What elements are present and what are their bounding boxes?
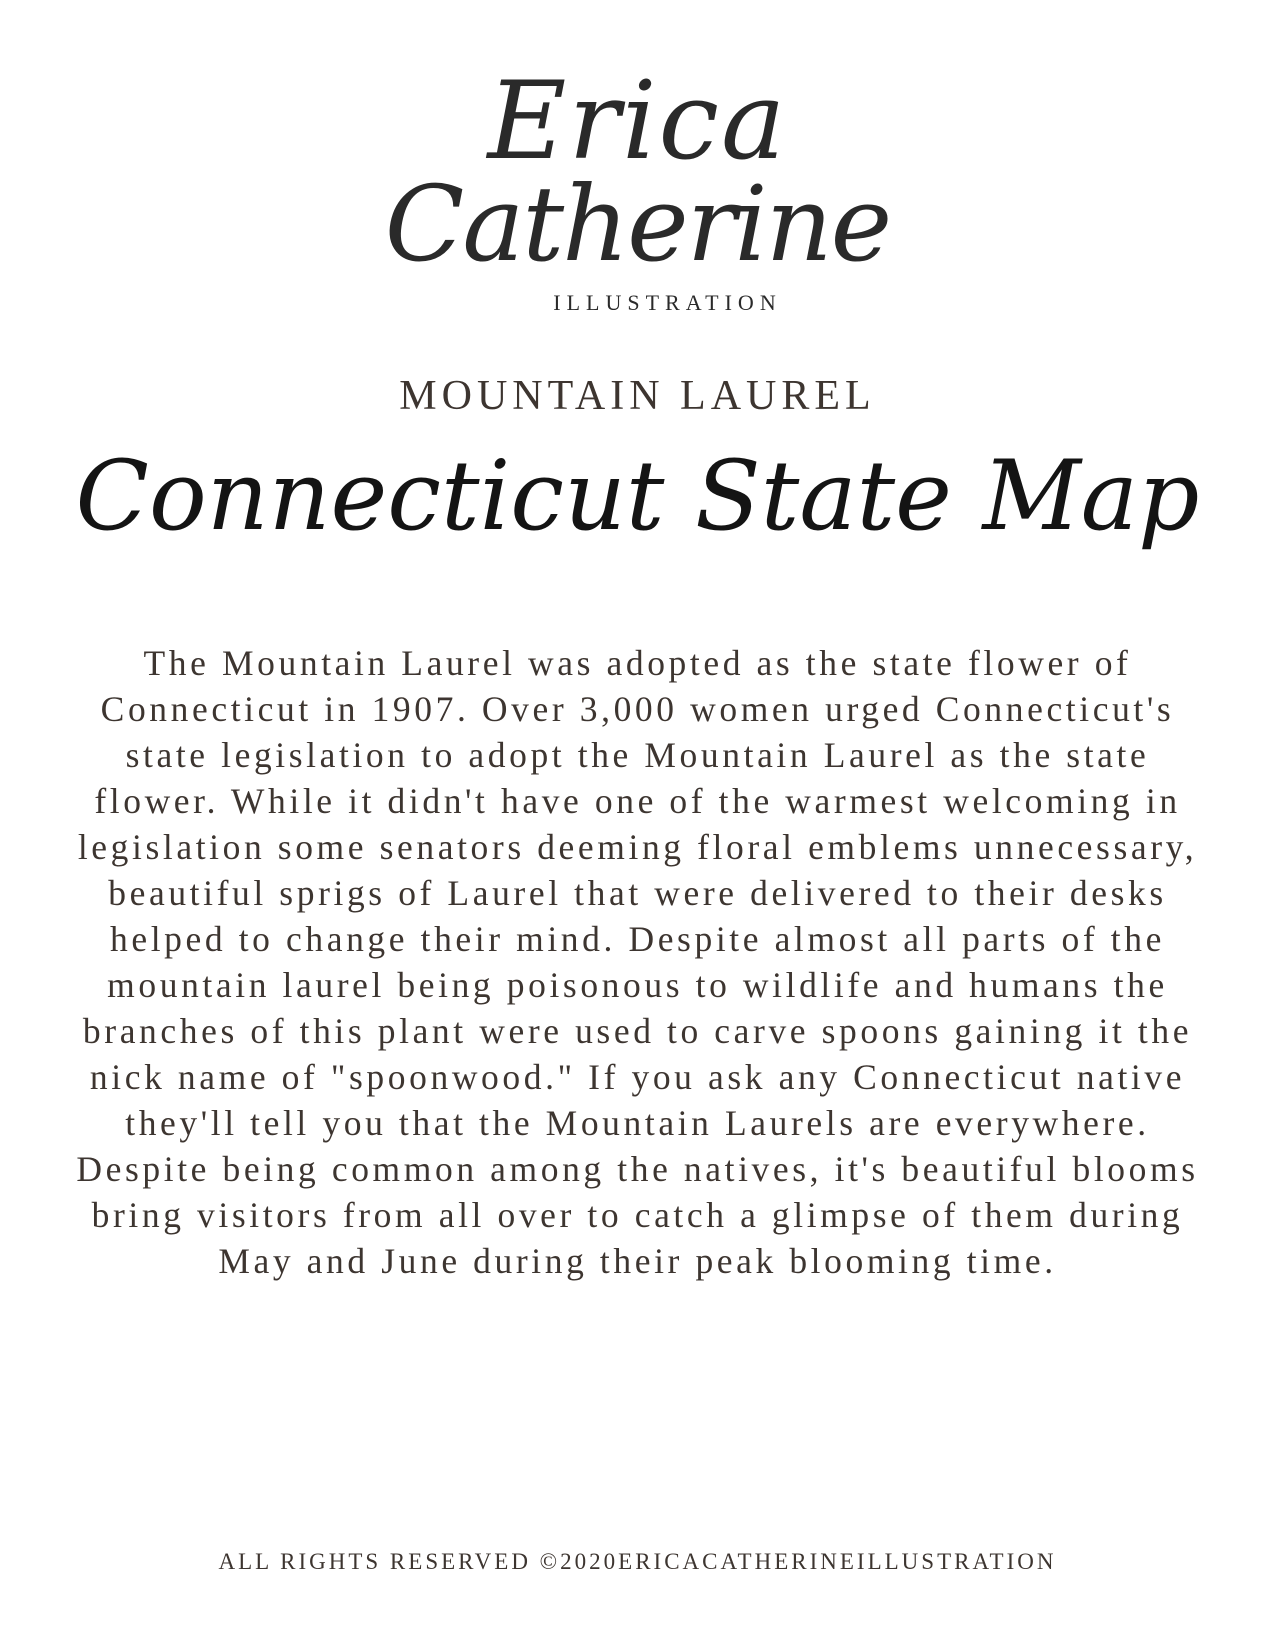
logo-tagline: ILLUSTRATION: [553, 290, 782, 315]
copyright-footer: ALL RIGHTS RESERVED ©2020ERICACATHERINEILLUSTRATION: [218, 1549, 1057, 1574]
page-title: Connecticut State Map: [75, 440, 1200, 552]
body-paragraph: The Mountain Laurel was adopted as the state flower of Connecticut in 1907. Over 3,000 women urged Connecticut's state legislation to adopt the Mountain Laurel as the state flower. While it didn't have one of the warmest welcoming in legislation some senators deeming floral emblems unnecessary, beautiful sprigs of Laurel that were delivered to their desks helped to change their mind. Despite almost all parts of the mountain laurel being poisonous to wildlife and humans the branches of this plant were used to carve spoons gaining it the nick name of "spoonwood." If you ask any Connecticut native they'll tell you that the Mountain Laurels are everywhere. Despite being common among the natives, it's beautiful blooms bring visitors from all over to catch a glimpse of them during May and June during their peak blooming time.: [76, 643, 1199, 1281]
page-subtitle: MOUNTAIN LAUREL: [399, 373, 876, 419]
logo-name-first: Erica: [487, 59, 788, 184]
brand-logo: [0, 60, 1275, 320]
logo-name-last: Catherine: [384, 163, 891, 285]
